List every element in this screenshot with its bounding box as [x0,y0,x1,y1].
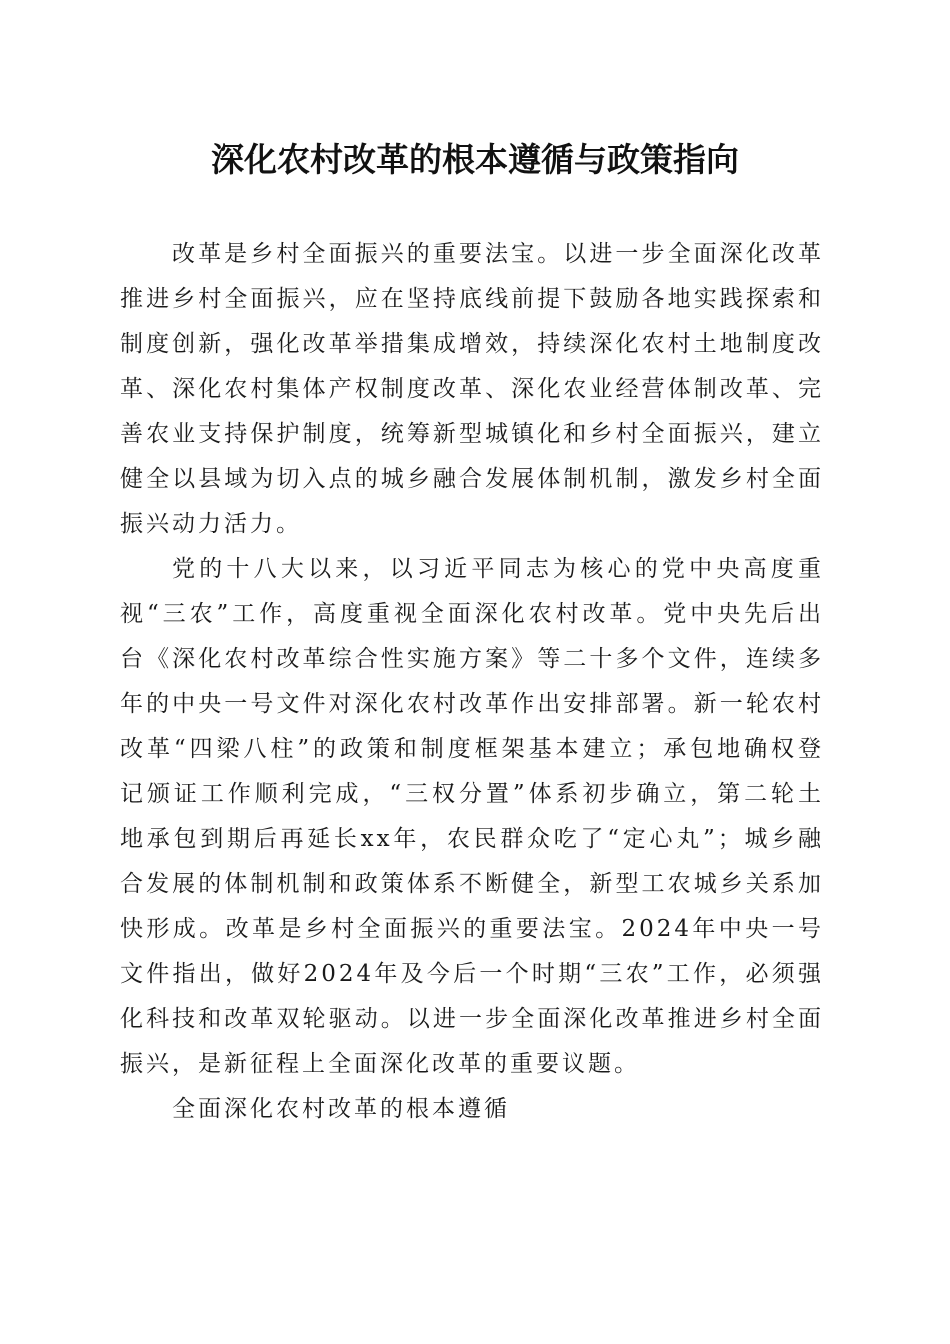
section-heading: 全面深化农村改革的根本遵循 [172,1096,510,1122]
paragraph: 改革是乡村全面振兴的重要法宝。以进一步全面深化改革推进乡村全面振兴，应在坚持底线前提下鼓励各地实践探索和制度创新，强化改革举措集成增效，持续深化农村土地制度改革、深化农村集体产权制度改革、深化农业经营体制改革、完善农业支持保护制度，统筹新型城镇化和乡村全面振兴，建立健全以县域为切入点的城乡融合发展体制机制，激发乡村全面振兴动力活力。 [120,241,824,537]
document-body [120,232,824,1132]
document-title: 深化农村改革的根本遵循与政策指向 [211,140,739,179]
paragraph: 党的十八大以来，以习近平同志为核心的党中央高度重视“三农”工作，高度重视全面深化农村改革。党中央先后出台《深化农村改革综合性实施方案》等二十多个文件，连续多年的中央一号文件对深化农村改革作出安排部署。新一轮农村改革“四梁八柱”的政策和制度框架基本建立；承包地确权登记颁证工作顺利完成，“三权分置”体系初步确立，第二轮土地承包到期后再延长xx年，农民群众吃了“定心丸”；城乡融合发展的体制机制和政策体系不断健全，新型工农城乡关系加快形成。改革是乡村全面振兴的重要法宝。2024年中央一号文件指出，做好2024年及今后一个时期“三农”工作，必须强化科技和改革双轮驱动。以进一步全面深化改革推进乡村全面振兴，是新征程上全面深化改革的重要议题。 [120,556,824,1077]
